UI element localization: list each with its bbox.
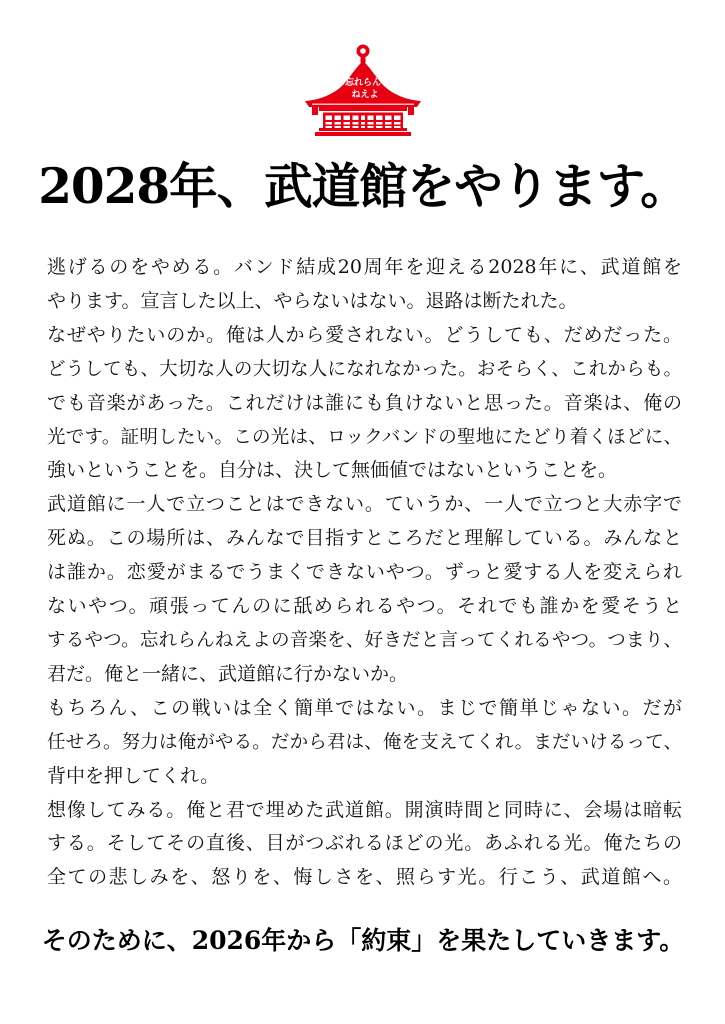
body-line: 想像してみる。俺と君で埋めた武道館。開演時間と同時に、会場は暗転 (47, 798, 682, 821)
logo-building (312, 107, 414, 136)
logo-text-line1: 忘れらん (344, 78, 382, 88)
body-line: は誰か。恋愛がまるでうまくできないやつ。ずっと愛する人を変えられ (47, 561, 682, 584)
body-line: 死ぬ。この場所は、みんなで目指すところだと理解している。みんなと (47, 527, 682, 550)
headline: 2028年、武道館をやります。 (38, 158, 688, 215)
body-line: ないやつ。頑張ってんのに舐められるやつ。それでも誰かを愛そうと (47, 595, 682, 618)
logo-finial-hole (360, 48, 366, 54)
body-line: 任せろ。努力は俺がやる。だから君は、俺を支えてくれ。まだいけるって、 (47, 731, 682, 753)
body-line: もちろん、この戦いは全く簡単ではない。まじで簡単じゃない。だが (47, 696, 682, 719)
body-line: 武道館に一人で立つことはできない。ていうか、一人で立つと大赤字で (47, 493, 682, 516)
body-line: 君だ。俺と一緒に、武道館に行かないか。 (47, 662, 409, 685)
body-line: 逃げるのをやめる。バンド結成20周年を迎える2028年に、武道館を (47, 256, 682, 278)
paragraph (47, 488, 682, 691)
logo-text-line2: ねえよ (351, 90, 379, 100)
body-line: 光です。証明したい。この光は、ロックバンドの聖地にたどり着くほどに、 (47, 426, 682, 448)
body-line: する。そしてその直後、目がつぶれるほどの光。あふれる光。俺たちの (47, 832, 682, 855)
paragraph (47, 692, 682, 794)
body-line: でも音楽があった。これだけは誰にも負けないと思った。音楽は、俺の (47, 391, 682, 414)
paragraph (47, 319, 682, 489)
body-line: 全ての悲しみを、怒りを、悔しさを、照らす光。行こう、武道館へ。 (47, 866, 682, 889)
body-line: 強いということを。自分は、決して無価値ではないということを。 (47, 459, 618, 482)
body-text (47, 251, 682, 895)
body-line: やります。宣言した以上、やらないはない。退路は断たれた。 (47, 289, 578, 312)
paragraph (47, 251, 682, 319)
closing-statement: そのために、2026年から「約束」を果たしていきます。 (41, 926, 685, 955)
budokan-logo-graphic (303, 40, 423, 140)
body-line: なぜやりたいのか。俺は人から愛されない。どうしても、だめだった。 (47, 323, 682, 346)
body-line: どうしても、大切な人の大切な人になれなかった。おそらく、これからも。 (47, 358, 682, 380)
paragraph (47, 794, 682, 896)
body-line: するやつ。忘れらんねえよの音楽を、好きだと言ってくれるやつ。つまり、 (47, 629, 682, 651)
body-line: 背中を押してくれ。 (47, 764, 220, 787)
budokan-logo (303, 40, 423, 140)
